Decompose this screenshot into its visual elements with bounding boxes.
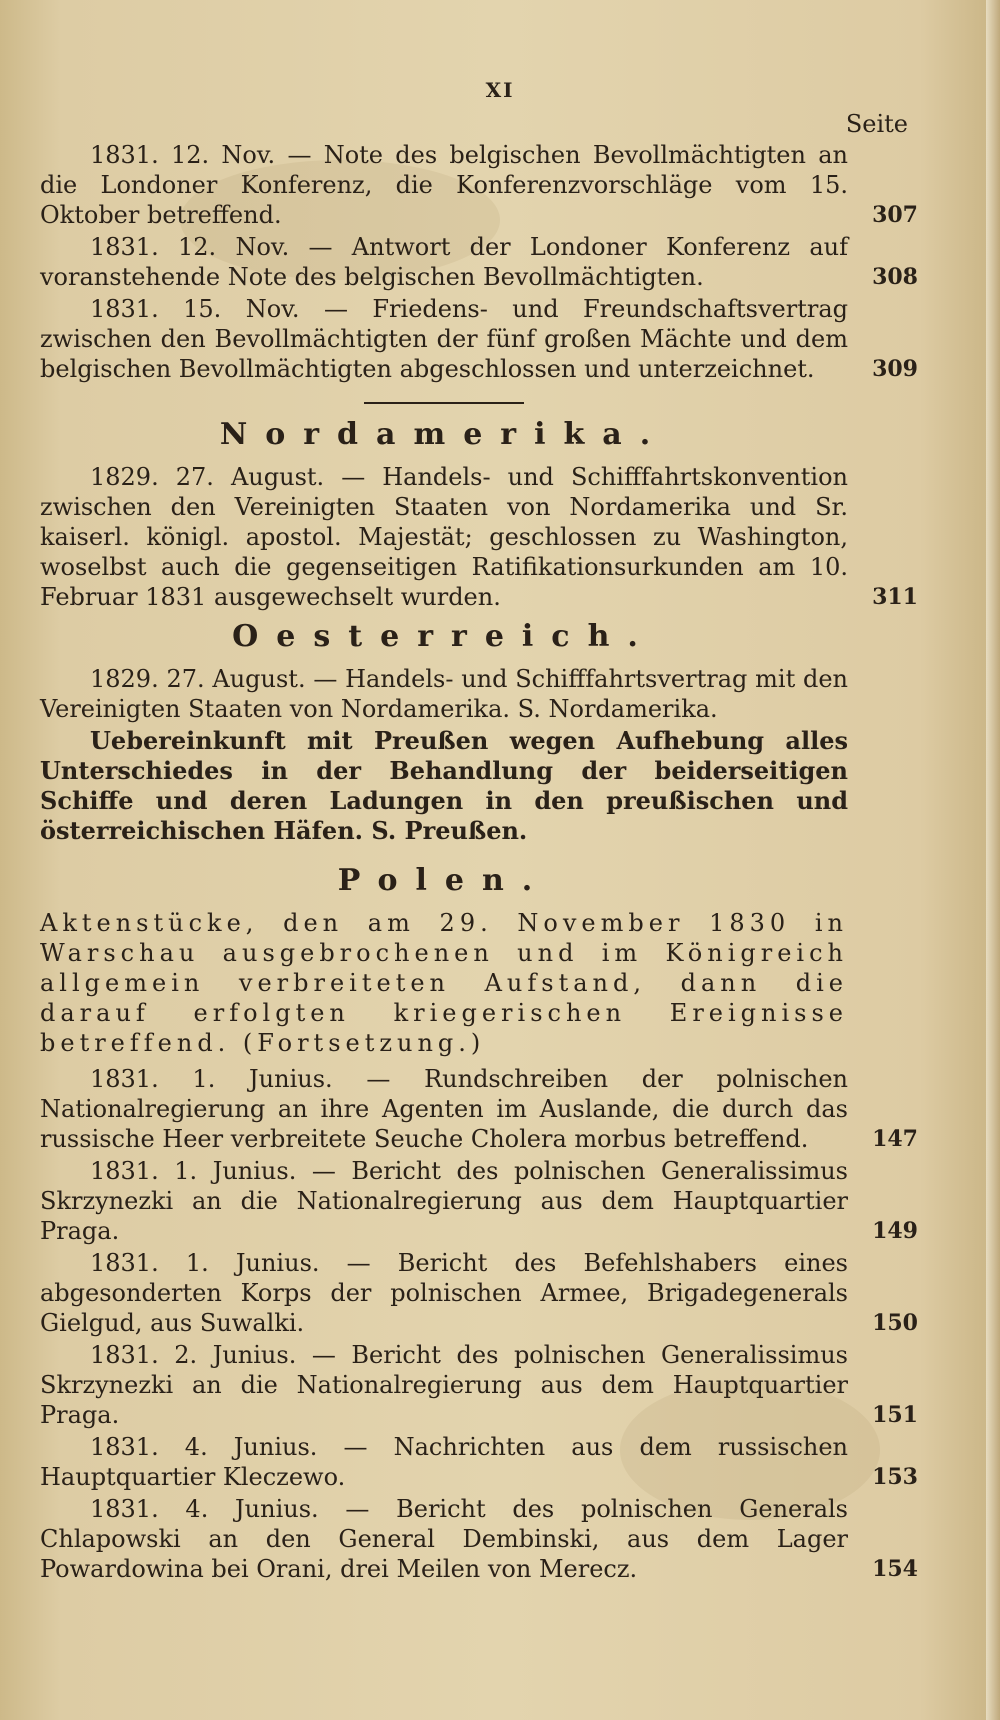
toc-entry [40, 726, 848, 846]
entry-page-number: 153 [872, 1464, 918, 1490]
entry-page-number: 307 [872, 202, 918, 228]
entry-page-number: 308 [872, 264, 918, 290]
entry-text: 1831. 4. Junius. — Nachrichten aus dem russischen Hauptquartier Kleczewo. [40, 1433, 848, 1491]
entry-page-number: 150 [872, 1310, 918, 1336]
toc-entry [40, 140, 918, 230]
entry-text: 1831. 4. Junius. — Bericht des polnischen Generals Chlapowski an den General Dembinski, aus dem Lager Powardowina bei Orani, drei Meilen von Merecz. [40, 1495, 848, 1583]
entry-text: Uebereinkunft mit Preußen wegen Aufhebung alles Unterschiedes in der Behandlung der beiderseitigen Schiffe und deren Ladungen in den preußischen und österreichischen Häfen. S. Preußen. [40, 726, 848, 845]
entry-text: 1829. 27. August. — Handels- und Schifffahrtsvertrag mit den Vereinigten Staaten von Nordamerika. S. Nordamerika. [40, 665, 848, 723]
column-header: Seite [845, 110, 908, 138]
entry-text: 1829. 27. August. — Handels- und Schifffahrtskonvention zwischen den Vereinigten Staaten von Nordamerika und Sr. kaiserl. königl. apostol. Majestät; geschlossen zu Washington, woselbst auch die gegenseitigen Ratifikationsurkunden am 10. Februar 1831 ausgewechselt wurden. [40, 463, 848, 611]
toc-entry [40, 1156, 918, 1246]
entry-page-number: 149 [872, 1218, 918, 1244]
entry-page-number: 311 [872, 584, 918, 610]
toc-entry [40, 664, 848, 724]
toc-entry [40, 1340, 918, 1430]
section-heading-polen: Polen. [337, 863, 551, 898]
section-heading-nordamerika: Nordamerika. [219, 417, 669, 452]
entry-text: 1831. 1. Junius. — Bericht des polnischen Generalissimus Skrzynezki an die Nationalregierung aus dem Hauptquartier Praga. [40, 1157, 848, 1245]
toc-entry [40, 462, 918, 612]
entry-text: 1831. 1. Junius. — Rundschreiben der polnischen Nationalregierung an ihre Agenten im Auslande, die durch das russische Heer verbreitete Seuche Cholera morbus betreffend. [40, 1065, 848, 1153]
toc-entry [40, 294, 918, 384]
toc-entry [40, 232, 918, 292]
page-number: XI [485, 78, 515, 102]
toc-entry [40, 1432, 918, 1492]
section-heading-oesterreich: Oesterreich. [232, 619, 656, 654]
toc-entry [40, 1248, 918, 1338]
toc-entry [40, 1494, 918, 1584]
entry-page-number: 309 [872, 356, 918, 382]
entry-text: 1831. 15. Nov. — Friedens- und Freundschaftsvertrag zwischen den Bevollmächtigten der fünf großen Mächte und dem belgischen Bevollmächtigten abgeschlossen und unterzeichnet. [40, 295, 848, 383]
entry-text: 1831. 12. Nov. — Note des belgischen Bevollmächtigten an die Londoner Konferenz, die Konferenzvorschläge vom 15. Oktober betreffend. [40, 141, 848, 229]
entry-text: 1831. 2. Junius. — Bericht des polnischen Generalissimus Skrzynezki an die Nationalregierung aus dem Hauptquartier Praga. [40, 1341, 848, 1429]
page-edge [986, 0, 1000, 1720]
entry-text: 1831. 1. Junius. — Bericht des Befehlshabers eines abgesonderten Korps der polnischen Armee, Brigadegenerals Gielgud, aus Suwalki. [40, 1249, 848, 1337]
section-divider [364, 402, 524, 404]
entry-text: 1831. 12. Nov. — Antwort der Londoner Konferenz auf voranstehende Note des belgischen Bevollmächtigten. [40, 233, 848, 291]
entry-page-number: 151 [872, 1402, 918, 1428]
section-intro: Aktenstücke, den am 29. November 1830 in Warschau ausgebrochenen und im Königreich allgemein verbreiteten Aufstand, dann die darauf erfolgten kriegerischen Ereignisse betreffend. (Fortsetzung.) [40, 909, 848, 1057]
entry-page-number: 154 [872, 1556, 918, 1582]
entry-page-number: 147 [872, 1126, 918, 1152]
toc-content [40, 140, 918, 1586]
toc-entry [40, 1064, 918, 1154]
